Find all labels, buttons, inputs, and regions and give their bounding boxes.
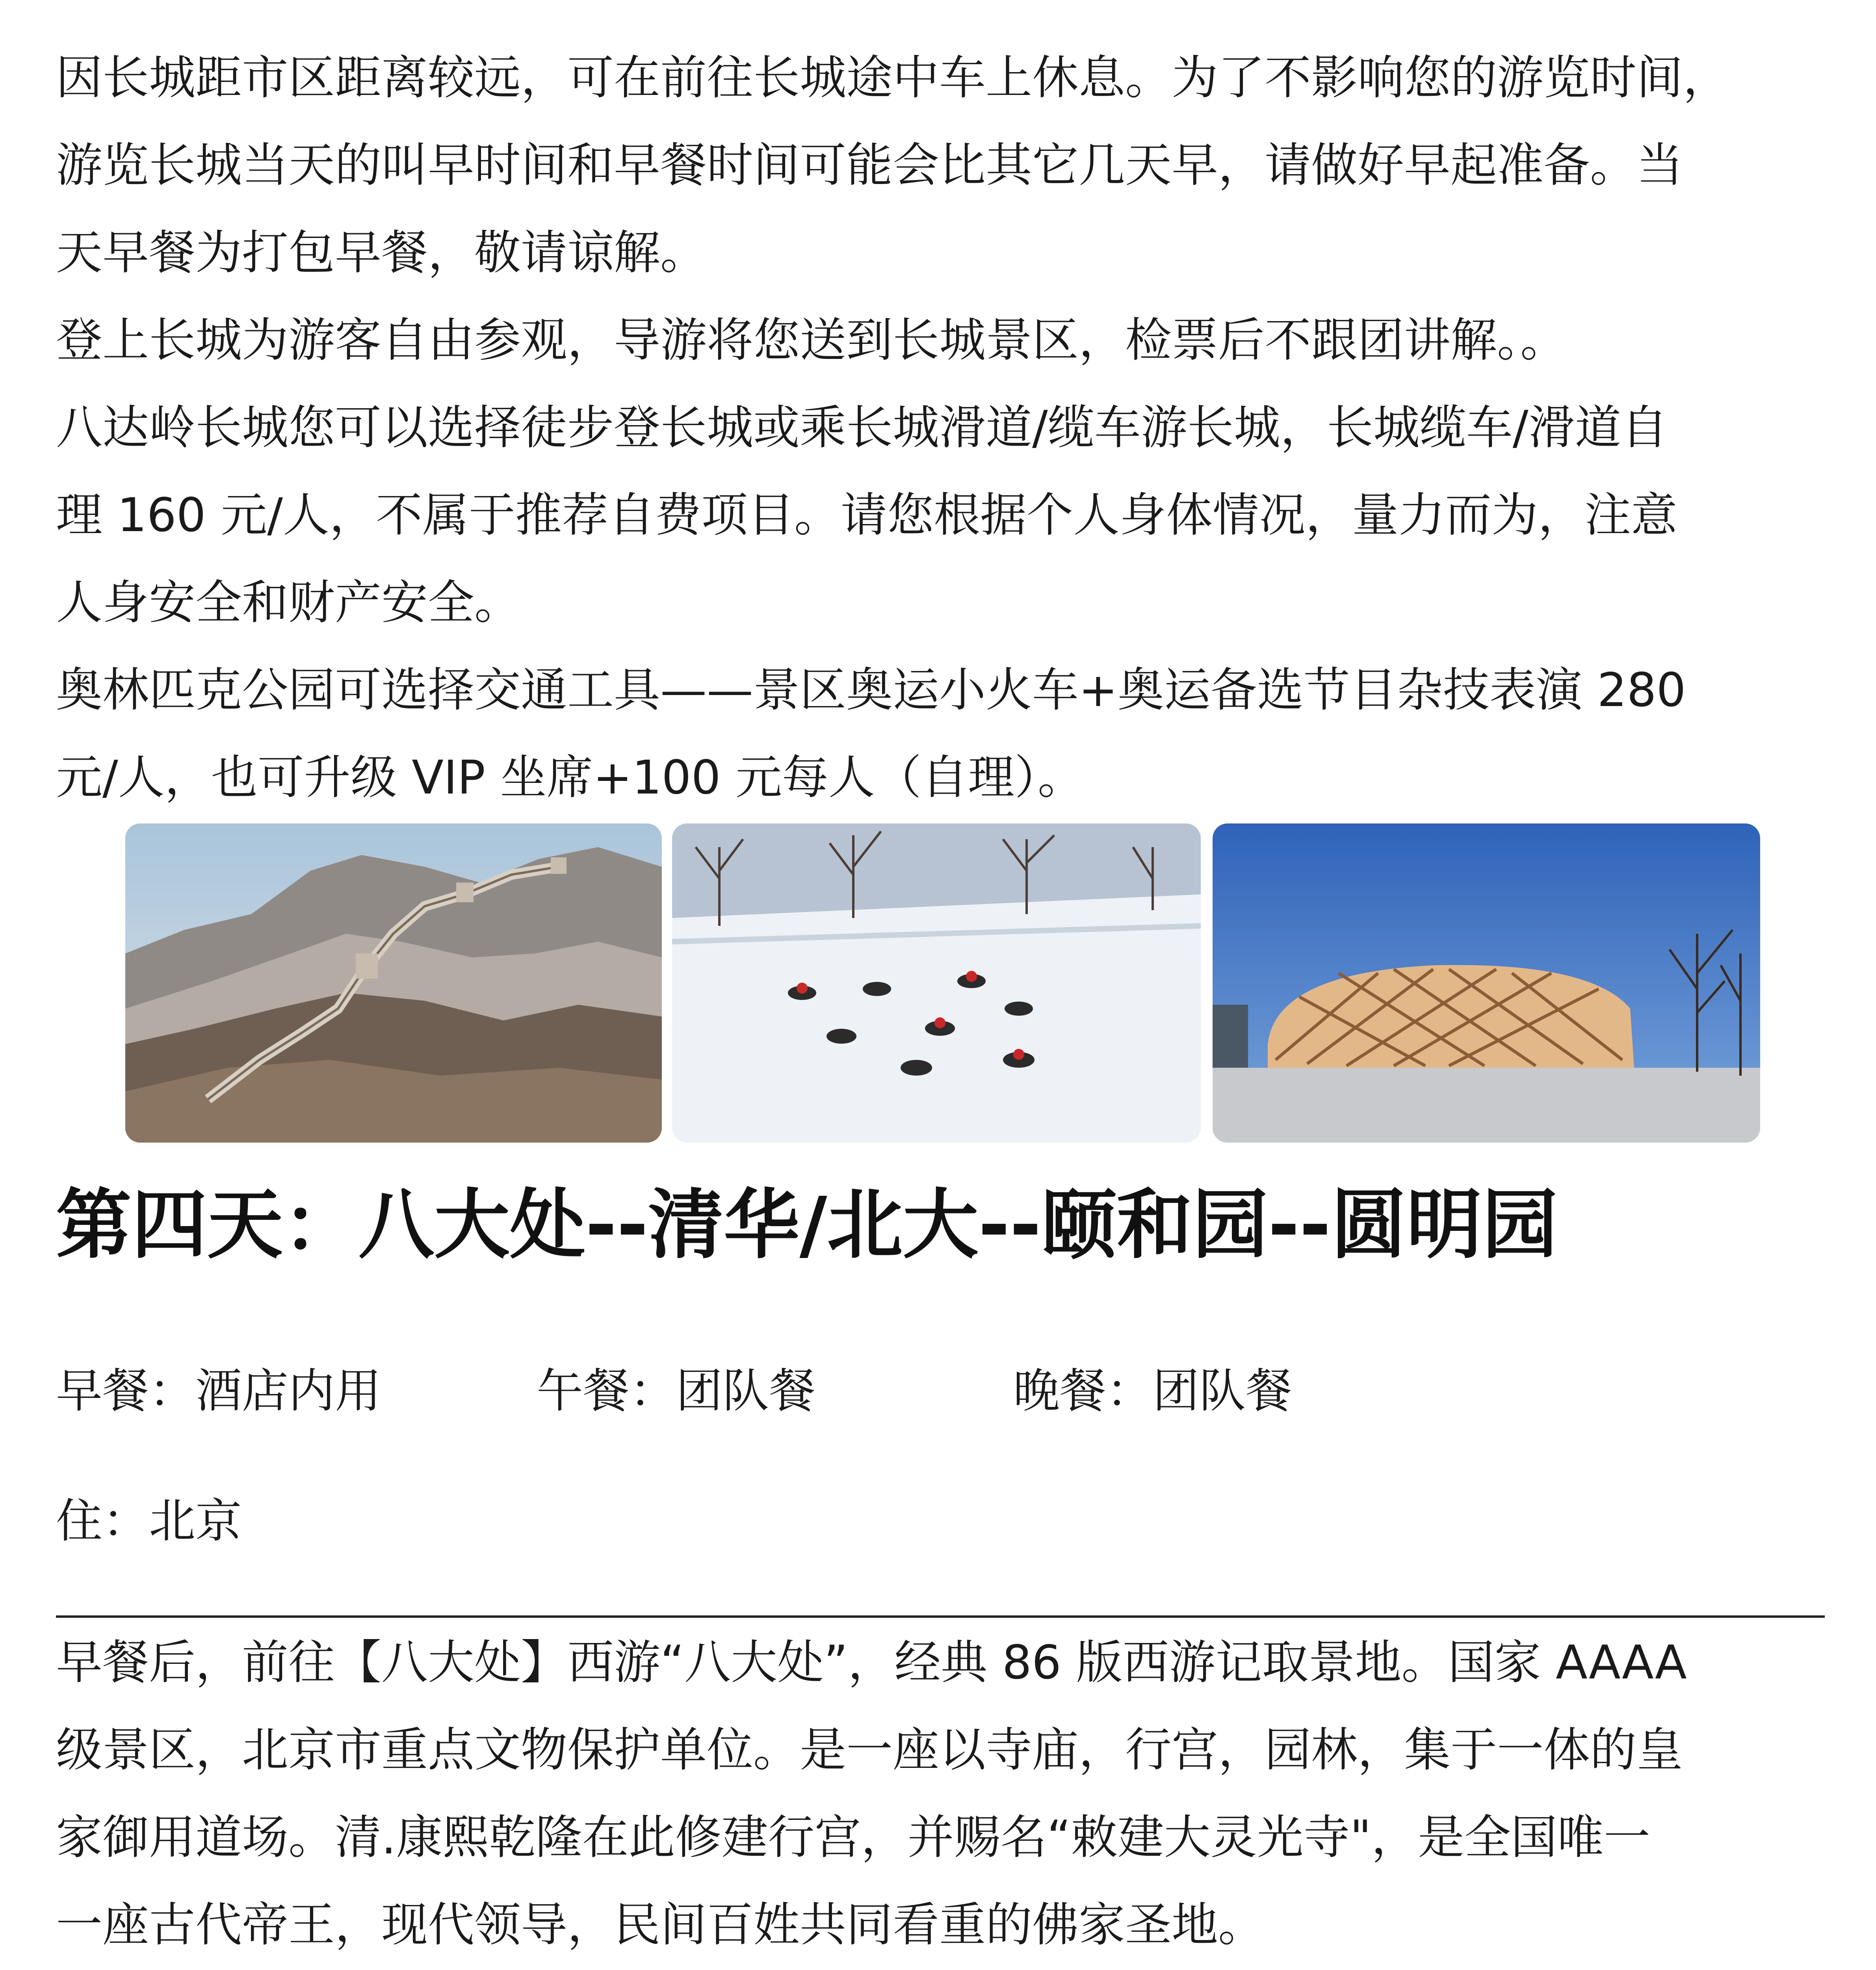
dinner-info: 晚餐：团队餐 [1013, 1364, 1293, 1418]
text-line: 天早餐为打包早餐，敬请谅解。 [56, 225, 707, 280]
text-line: 因长城距市区距离较远，可在前往长城途中车上休息。为了不影响您的游览时间， [56, 50, 1730, 105]
body-paragraphs [56, 1619, 1825, 1970]
text-line: 理 160 元/人，不属于推荐自费项目。请您根据个人身体情况，量力而为，注意 [56, 488, 1677, 542]
birds-nest-image [1213, 823, 1760, 1143]
text-line: 级景区，北京市重点文物保护单位。是一座以寺庙，行宫，园林，集于一体的皇 [56, 1723, 1683, 1777]
accommodation-info: 住：北京 [56, 1494, 242, 1548]
top-paragraphs [56, 34, 1825, 821]
birds-nest-photo [1213, 823, 1760, 1143]
text-line: 奥林匹克公园可选择交通工具——景区奥运小火车+奥运备选节目杂技表演 280 [56, 663, 1686, 717]
text-line: 八达岭长城您可以选择徒步登长城或乘长城滑道/缆车游长城，长城缆车/滑道自 [56, 400, 1668, 455]
text-line: 早餐后，前往【八大处】西游“八大处”，经典 86 版西游记取景地。国家 AAAA [56, 1635, 1687, 1689]
text-line: 元/人，也可升级 VIP 坐席+100 元每人（自理）。 [56, 750, 1085, 805]
text-line: 游览长城当天的叫早时间和早餐时间可能会比其它几天早，请做好早起准备。当 [56, 138, 1683, 192]
snow-tubing-image [672, 823, 1201, 1143]
text-line: 人身安全和财产安全。 [56, 575, 521, 630]
day-title: 第四天：八大处--清华/北大--颐和园--圆明园 [56, 1181, 1558, 1269]
text-line: 一座古代帝王，现代领导，民间百姓共同看重的佛家圣地。 [56, 1898, 1265, 1952]
text-line: 家御用道场。清.康熙乾隆在此修建行宫，并赐名“敕建大灵光寺"，是全国唯一 [56, 1810, 1650, 1864]
great-wall-image [125, 823, 662, 1143]
section-divider [56, 1615, 1825, 1618]
breakfast-info: 早餐：酒店内用 [56, 1364, 382, 1418]
lunch-info: 午餐：团队餐 [537, 1364, 816, 1418]
great-wall-photo [125, 823, 662, 1143]
text-line [56, 1968, 1825, 1970]
text-line: 登上长城为游客自由参观，导游将您送到长城景区，检票后不跟团讲解。。 [56, 313, 1567, 367]
snow-tubing-photo [672, 823, 1201, 1143]
photo-strip [125, 823, 1760, 1143]
